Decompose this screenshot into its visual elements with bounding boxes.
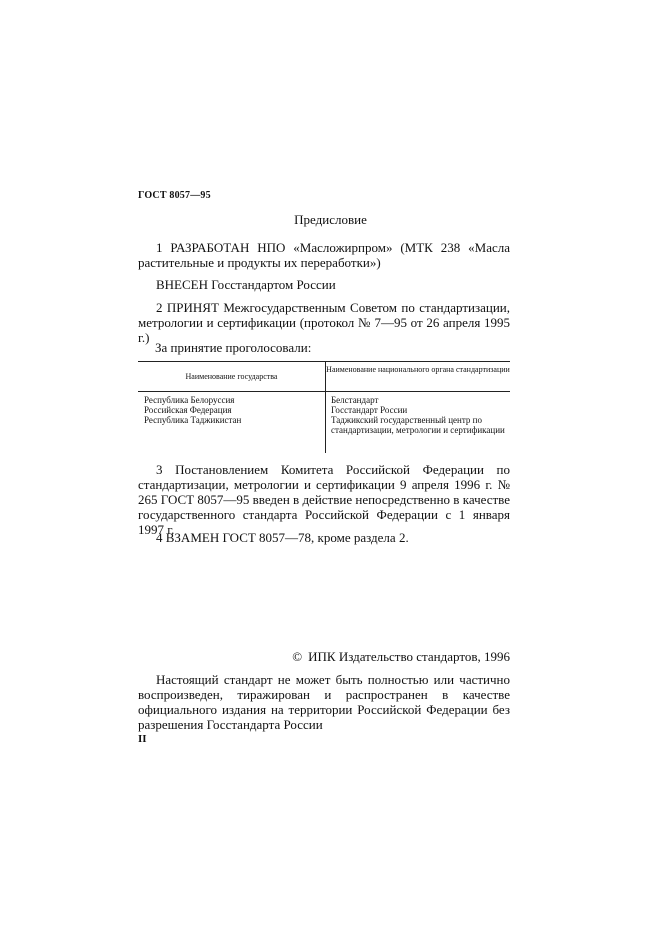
section-replaces: 4 ВЗАМЕН ГОСТ 8057—78, кроме раздела 2. [156,530,409,545]
voting-table [138,361,510,453]
reproduction-notice: Настоящий стандарт не может быть полностью или частично воспроизведен, тиражирован и распространен в качестве официального издания на территории Российской Федерации без разрешения Госстандарта России [138,672,510,732]
table-cell-state: Республика Белоруссия [144,395,235,405]
table-cell-state: Российская Федерация [144,405,232,415]
table-cell-state: Республика Таджикистан [144,415,242,425]
page-number: II [138,733,147,745]
page-title: Предисловие [294,212,367,227]
copyright-text: ИПК Издательство стандартов, 1996 [308,649,510,664]
table-column-bodies [331,395,507,435]
table-top-rule [138,361,510,362]
table-header-rule [138,391,510,392]
doc-code-header: ГОСТ 8057—95 [138,190,211,201]
table-header-state: Наименование государства [185,372,278,381]
section-adopted: 2 ПРИНЯТ Межгосударственным Советом по стандартизации, метрологии и сертификации (протокол № 7—95 от 26 апреля 1995 г.) [138,300,510,345]
table-cell-body: Белстандарт [331,395,379,405]
copyright-icon: © [292,649,303,664]
table-column-divider [325,361,326,453]
table-header-body: Наименование национального органа стандартизации [326,365,510,374]
section-resolution: 3 Постановлением Комитета Российской Федерации по стандартизации, метрологии и сертификации 9 апреля 1996 г. № 265 ГОСТ 8057—95 введен в действие непосредственно в качестве государственного стандарта Российской Федерации с 1 января 1997 г. [138,462,510,537]
table-column-states [144,395,322,425]
table-cell-body: Таджикский государственный центр по стандартизации, метрологии и сертификации [331,415,505,435]
copyright-line [138,649,510,665]
table-cell-body: Госстандарт России [331,405,408,415]
section-developed: 1 РАЗРАБОТАН НПО «Масложирпром» (МТК 238 «Масла растительные и продукты их переработки») [138,240,510,270]
section-introduced: ВНЕСЕН Госстандартом России [156,277,336,292]
voted-intro: За принятие проголосовали: [155,340,312,355]
